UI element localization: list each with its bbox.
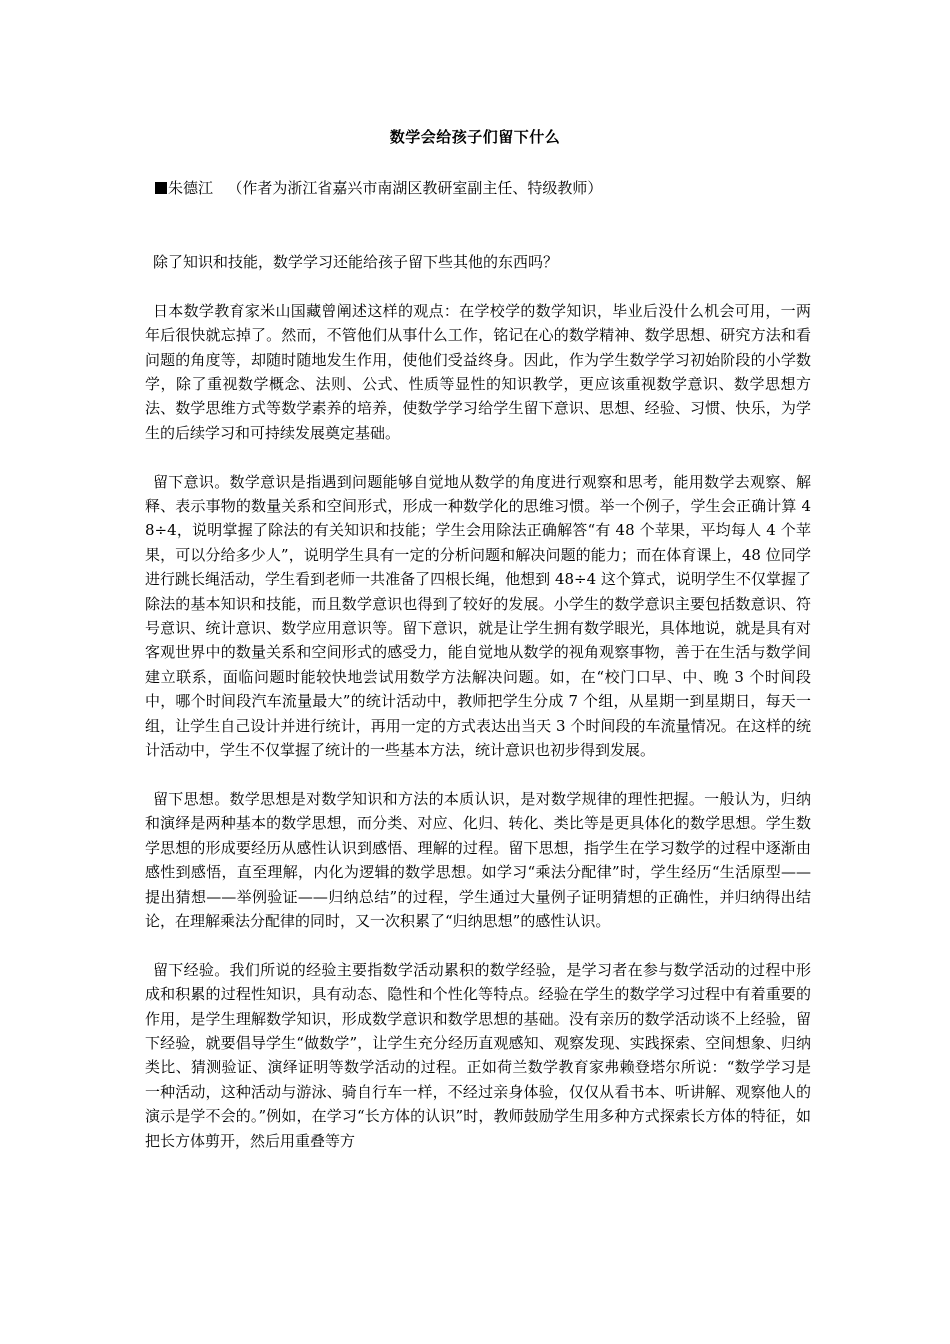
paragraph-experience: 留下经验。我们所说的经验主要指数学活动累积的数学经验，是学习者在参与数学活动的过程中形成和积累的过程性知识，具有动态、隐性和个性化等特点。经验在学生的数学学习过程中有着重要的作用，是学生理解数学知识，形成数学意识和数学思想的基础。没有亲历的数学活动谈不上经验，留下经验，就要倡导学生“做数学”，让学生充分经历直观感知、观察发现、实践探索、空间想象、归纳类比、猜测验证、演绎证明等数学活动的过程。正如荷兰数学教育家弗赖登塔尔所说：“数学学习是一种活动，这种活动与游泳、骑自行车一样，不经过亲身体验，仅仅从看书本、听讲解、观察他人的演示是学不会的。”例如，在学习“长方体的认识”时，教师鼓励学生用多种方式探索长方体的特征，如把长方体剪开，然后用重叠等方 [145, 960, 811, 1150]
article-body [145, 250, 811, 1177]
paragraph-consciousness: 留下意识。数学意识是指遇到问题能够自觉地从数学的角度进行观察和思考，能用数学去观察、解释、表示事物的数量关系和空间形式，形成一种数学化的思维习惯。举一个例子，学生会正确计算 48÷4，说明掌握了除法的有关知识和技能；学生会用除法正确解答“有 48 个苹果，平均每人 4 个苹果，可以分给多少人”，说明学生具有一定的分析问题和解决问题的能力；而在体育课上，48 位同学进行跳长绳活动，学生看到老师一共准备了四根长绳，他想到 48÷4 这个算式，说明学生不仅掌握了除法的基本知识和技能，而且数学意识也得到了较好的发展。小学生的数学意识主要包括数意识、符号意识、统计意识、数学应用意识等。留下意识，就是让学生拥有数学眼光，具体地说，就是具有对客观世界中的数量关系和空间形式的感受力，能自觉地从数学的视角观察事物，善于在生活与数学间建立联系，面临问题时能较快地尝试用数学方法解决问题。如，在“校门口早、中、晚 3 个时间段中，哪个时间段汽车流量最大”的统计活动中，教师把学生分成 7 个组，从星期一到星期日，每天一组，让学生自己设计并进行统计，再用一定的方式表达出当天 3 个时间段的车流量情况。在这样的统计活动中，学生不仅掌握了统计的一些基本方法，统计意识也初步得到发展。 [145, 472, 811, 760]
square-bullet-icon [155, 182, 167, 194]
author-line [155, 177, 602, 199]
document-title: 数学会给孩子们留下什么 [389, 128, 561, 146]
author-note: （作者为浙江省嘉兴市南湖区教研室副主任、特级教师） [227, 179, 603, 197]
paragraph-thinking: 留下思想。数学思想是对数学知识和方法的本质认识，是对数学规律的理性把握。一般认为，归纳和演绎是两种基本的数学思想，而分类、对应、化归、转化、类比等是更具体化的数学思想。学生数学思想的形成要经历从感性认识到感悟、理解的过程。留下思想，指学生在学习数学的过程中逐渐由感性到感悟，直至理解，内化为逻辑的数学思想。如学习“乘法分配律”时，学生经历“生活原型——提出猜想——举例验证——归纳总结”的过程，学生通过大量例子证明猜想的正确性，并归纳得出结论，在理解乘法分配律的同时，又一次积累了“归纳思想”的感性认识。 [145, 789, 811, 930]
paragraph-background: 日本数学教育家米山国藏曾阐述这样的观点：在学校学的数学知识，毕业后没什么机会可用，一两年后很快就忘掉了。然而，不管他们从事什么工作，铭记在心的数学精神、数学思想、研究方法和看问题的角度等，却随时随地发生作用，使他们受益终身。因此，作为学生数学学习初始阶段的小学数学，除了重视数学概念、法则、公式、性质等显性的知识教学，更应该重视数学意识、数学思想方法、数学思维方式等数学素养的培养，使数学学习给学生留下意识、思想、经验、习惯、快乐，为学生的后续学习和可持续发展奠定基础。 [145, 301, 811, 442]
paragraph-intro-question: 除了知识和技能，数学学习还能给孩子留下些其他的东西吗？ [153, 253, 559, 271]
author-name: 朱德江 [168, 179, 214, 197]
